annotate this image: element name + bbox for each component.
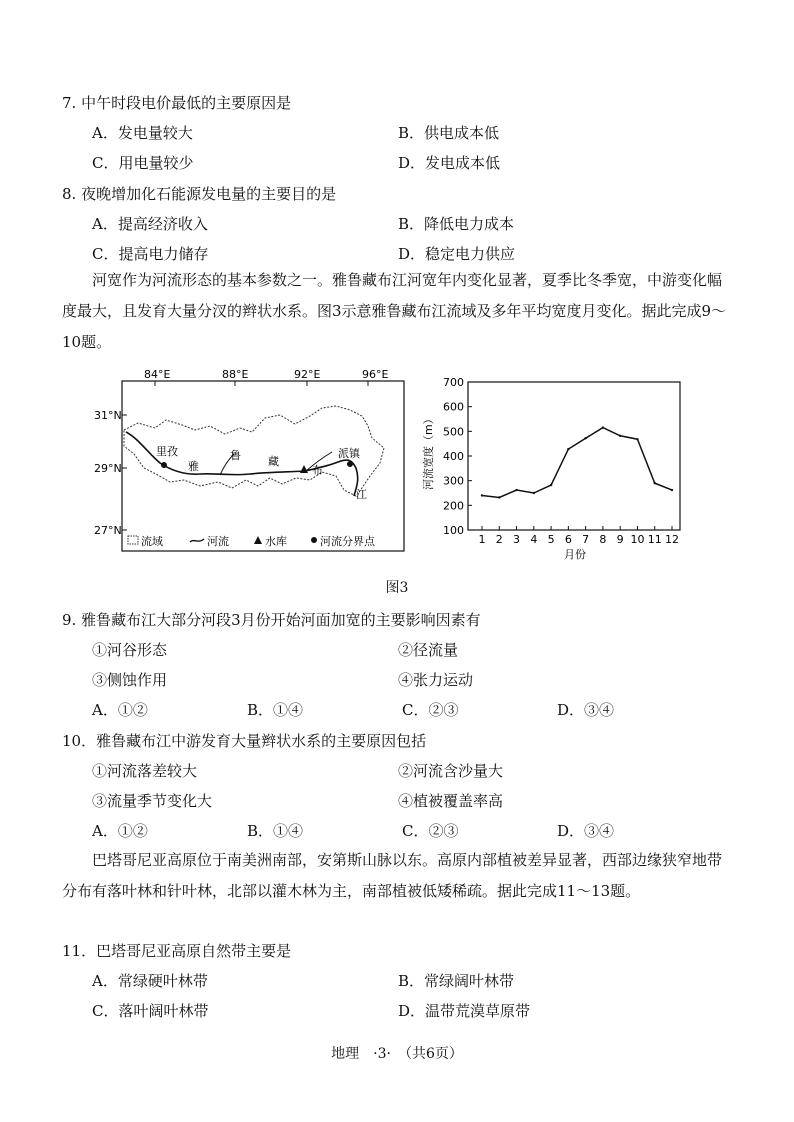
data-point xyxy=(636,438,638,440)
y-tick-label: 400 xyxy=(443,450,464,463)
river-width-chart xyxy=(418,370,688,570)
legend-reservoir: 水库 xyxy=(265,535,287,548)
figure-caption: 图3 xyxy=(385,580,409,596)
data-point xyxy=(619,435,621,437)
x-tick-label: 4 xyxy=(530,533,538,546)
label-jiang: 江 xyxy=(356,488,367,501)
q8-option-c: C．提高电力储存 xyxy=(92,245,209,263)
x-tick-label: 6 xyxy=(564,533,572,546)
x-tick-label: 8 xyxy=(599,533,607,546)
y-tick-label: 500 xyxy=(443,425,464,439)
question-10-stem: 10．雅鲁藏布江中游发育大量辫状水系的主要原因包括 xyxy=(62,732,427,750)
q7-option-b: B．供电成本低 xyxy=(398,124,500,142)
label-ya: 雅 xyxy=(188,460,199,473)
question-7-stem: 7. 中午时段电价最低的主要原因是 xyxy=(62,94,292,112)
question-8-stem: 8. 夜晚增加化石能源发电量的主要目的是 xyxy=(62,185,337,203)
data-point xyxy=(567,448,569,450)
q9-item-1: ①河谷形态 xyxy=(92,641,168,659)
lon-label-88: 88°E xyxy=(222,368,249,381)
chart-frame xyxy=(468,382,680,530)
lat-label-27: 27°N xyxy=(94,524,122,537)
q10-option-b: B．①④ xyxy=(247,822,304,840)
x-tick-label: 11 xyxy=(647,533,662,546)
lat-label-29: 29°N xyxy=(94,462,122,475)
chart-y-axis-label: 河流宽度（m） xyxy=(422,413,435,490)
boundary-point-lizi xyxy=(161,462,167,468)
chart-x-axis-label: 月份 xyxy=(564,548,586,561)
q10-option-a: A．①② xyxy=(92,822,148,840)
q8-option-d: D．稳定电力供应 xyxy=(398,245,516,263)
q8-option-b: B．降低电力成本 xyxy=(398,215,515,233)
data-point xyxy=(584,437,586,439)
q10-option-c: C．②③ xyxy=(402,822,459,840)
label-lu: 鲁 xyxy=(230,449,241,462)
q9-option-d: D．③④ xyxy=(557,701,615,719)
passage-9-10: 河宽作为河流形态的基本参数之一。雅鲁藏布江河宽年内变化显著，夏季比冬季宽，中游变化幅度最大，且发育大量分汊的辫状水系。图3示意雅鲁藏布江流域及多年平均宽度月变化。据此完成9～10题。 xyxy=(62,271,727,351)
q9-option-b: B．①④ xyxy=(247,701,304,719)
x-tick-label: 2 xyxy=(495,533,503,546)
question-11-stem: 11．巴塔哥尼亚高原自然带主要是 xyxy=(62,942,292,960)
passage-11-13: 巴塔哥尼亚高原位于南美洲南部，安第斯山脉以东。高原内部植被差异显著，西部边缘狭窄地带分布有落叶林和针叶林，北部以灌木林为主，南部植被低矮稀疏。据此完成11～13题。 xyxy=(62,851,723,900)
x-tick-label: 3 xyxy=(513,533,521,546)
data-point xyxy=(671,489,673,491)
q10-item-4: ④植被覆盖率高 xyxy=(398,792,504,810)
q9-item-4: ④张力运动 xyxy=(398,671,474,689)
q11-option-a: A．常绿硬叶林带 xyxy=(92,972,208,990)
river-width-line xyxy=(482,428,672,498)
label-bu: 布 xyxy=(312,464,323,477)
x-tick-label: 10 xyxy=(630,533,645,546)
page-footer: 地理 ·3· （共6页） xyxy=(331,1046,463,1062)
lon-label-84: 84°E xyxy=(144,368,171,381)
reservoir-icon xyxy=(300,465,308,473)
q9-option-a: A．①② xyxy=(92,701,148,719)
question-9-stem: 9. 雅鲁藏布江大部分河段3月份开始河面加宽的主要影响因素有 xyxy=(62,611,481,629)
data-point xyxy=(498,496,500,498)
data-point xyxy=(481,494,483,496)
data-point xyxy=(550,484,552,486)
y-tick-label: 100 xyxy=(443,524,464,537)
river-basin-map xyxy=(94,368,420,563)
q10-option-d: D．③④ xyxy=(557,822,615,840)
legend-basin: 流域 xyxy=(141,535,163,548)
lon-label-92: 92°E xyxy=(294,368,321,381)
data-point xyxy=(602,426,604,428)
label-paizhen: 派镇 xyxy=(338,447,360,460)
x-tick-label: 9 xyxy=(616,533,624,546)
label-lizi: 里孜 xyxy=(156,445,178,458)
y-tick-label: 200 xyxy=(443,499,464,513)
x-tick-label: 7 xyxy=(582,533,590,546)
x-tick-label: 5 xyxy=(547,533,555,546)
data-point xyxy=(654,482,656,484)
q9-item-2: ②径流量 xyxy=(398,641,459,659)
label-zang: 藏 xyxy=(268,455,279,468)
legend-boundary-point: 河流分界点 xyxy=(320,535,375,548)
q7-option-d: D．发电成本低 xyxy=(398,154,501,172)
q7-option-c: C．用电量较少 xyxy=(92,154,194,172)
q7-option-a: A．发电量较大 xyxy=(92,124,193,142)
y-tick-label: 300 xyxy=(443,474,464,488)
data-point xyxy=(515,489,517,491)
lon-label-96: 96°E xyxy=(362,368,389,381)
q11-option-d: D．温带荒漠草原带 xyxy=(398,1002,531,1020)
q9-option-c: C．②③ xyxy=(402,701,459,719)
q10-item-2: ②河流含沙量大 xyxy=(398,762,504,780)
x-tick-label: 12 xyxy=(665,533,679,546)
q9-item-3: ③侧蚀作用 xyxy=(92,671,168,689)
y-tick-label: 700 xyxy=(443,376,464,389)
q10-item-1: ①河流落差较大 xyxy=(92,762,198,780)
q10-item-3: ③流量季节变化大 xyxy=(92,792,213,810)
legend-river: 河流 xyxy=(207,535,229,548)
lat-label-31: 31°N xyxy=(94,409,122,422)
q11-option-c: C．落叶阔叶林带 xyxy=(92,1002,209,1020)
x-tick-label: 1 xyxy=(478,533,486,546)
q8-option-a: A．提高经济收入 xyxy=(92,215,208,233)
q11-option-b: B．常绿阔叶林带 xyxy=(398,972,515,990)
y-tick-label: 600 xyxy=(443,400,464,414)
boundary-point-paizhen xyxy=(347,461,353,467)
data-point xyxy=(533,492,535,494)
